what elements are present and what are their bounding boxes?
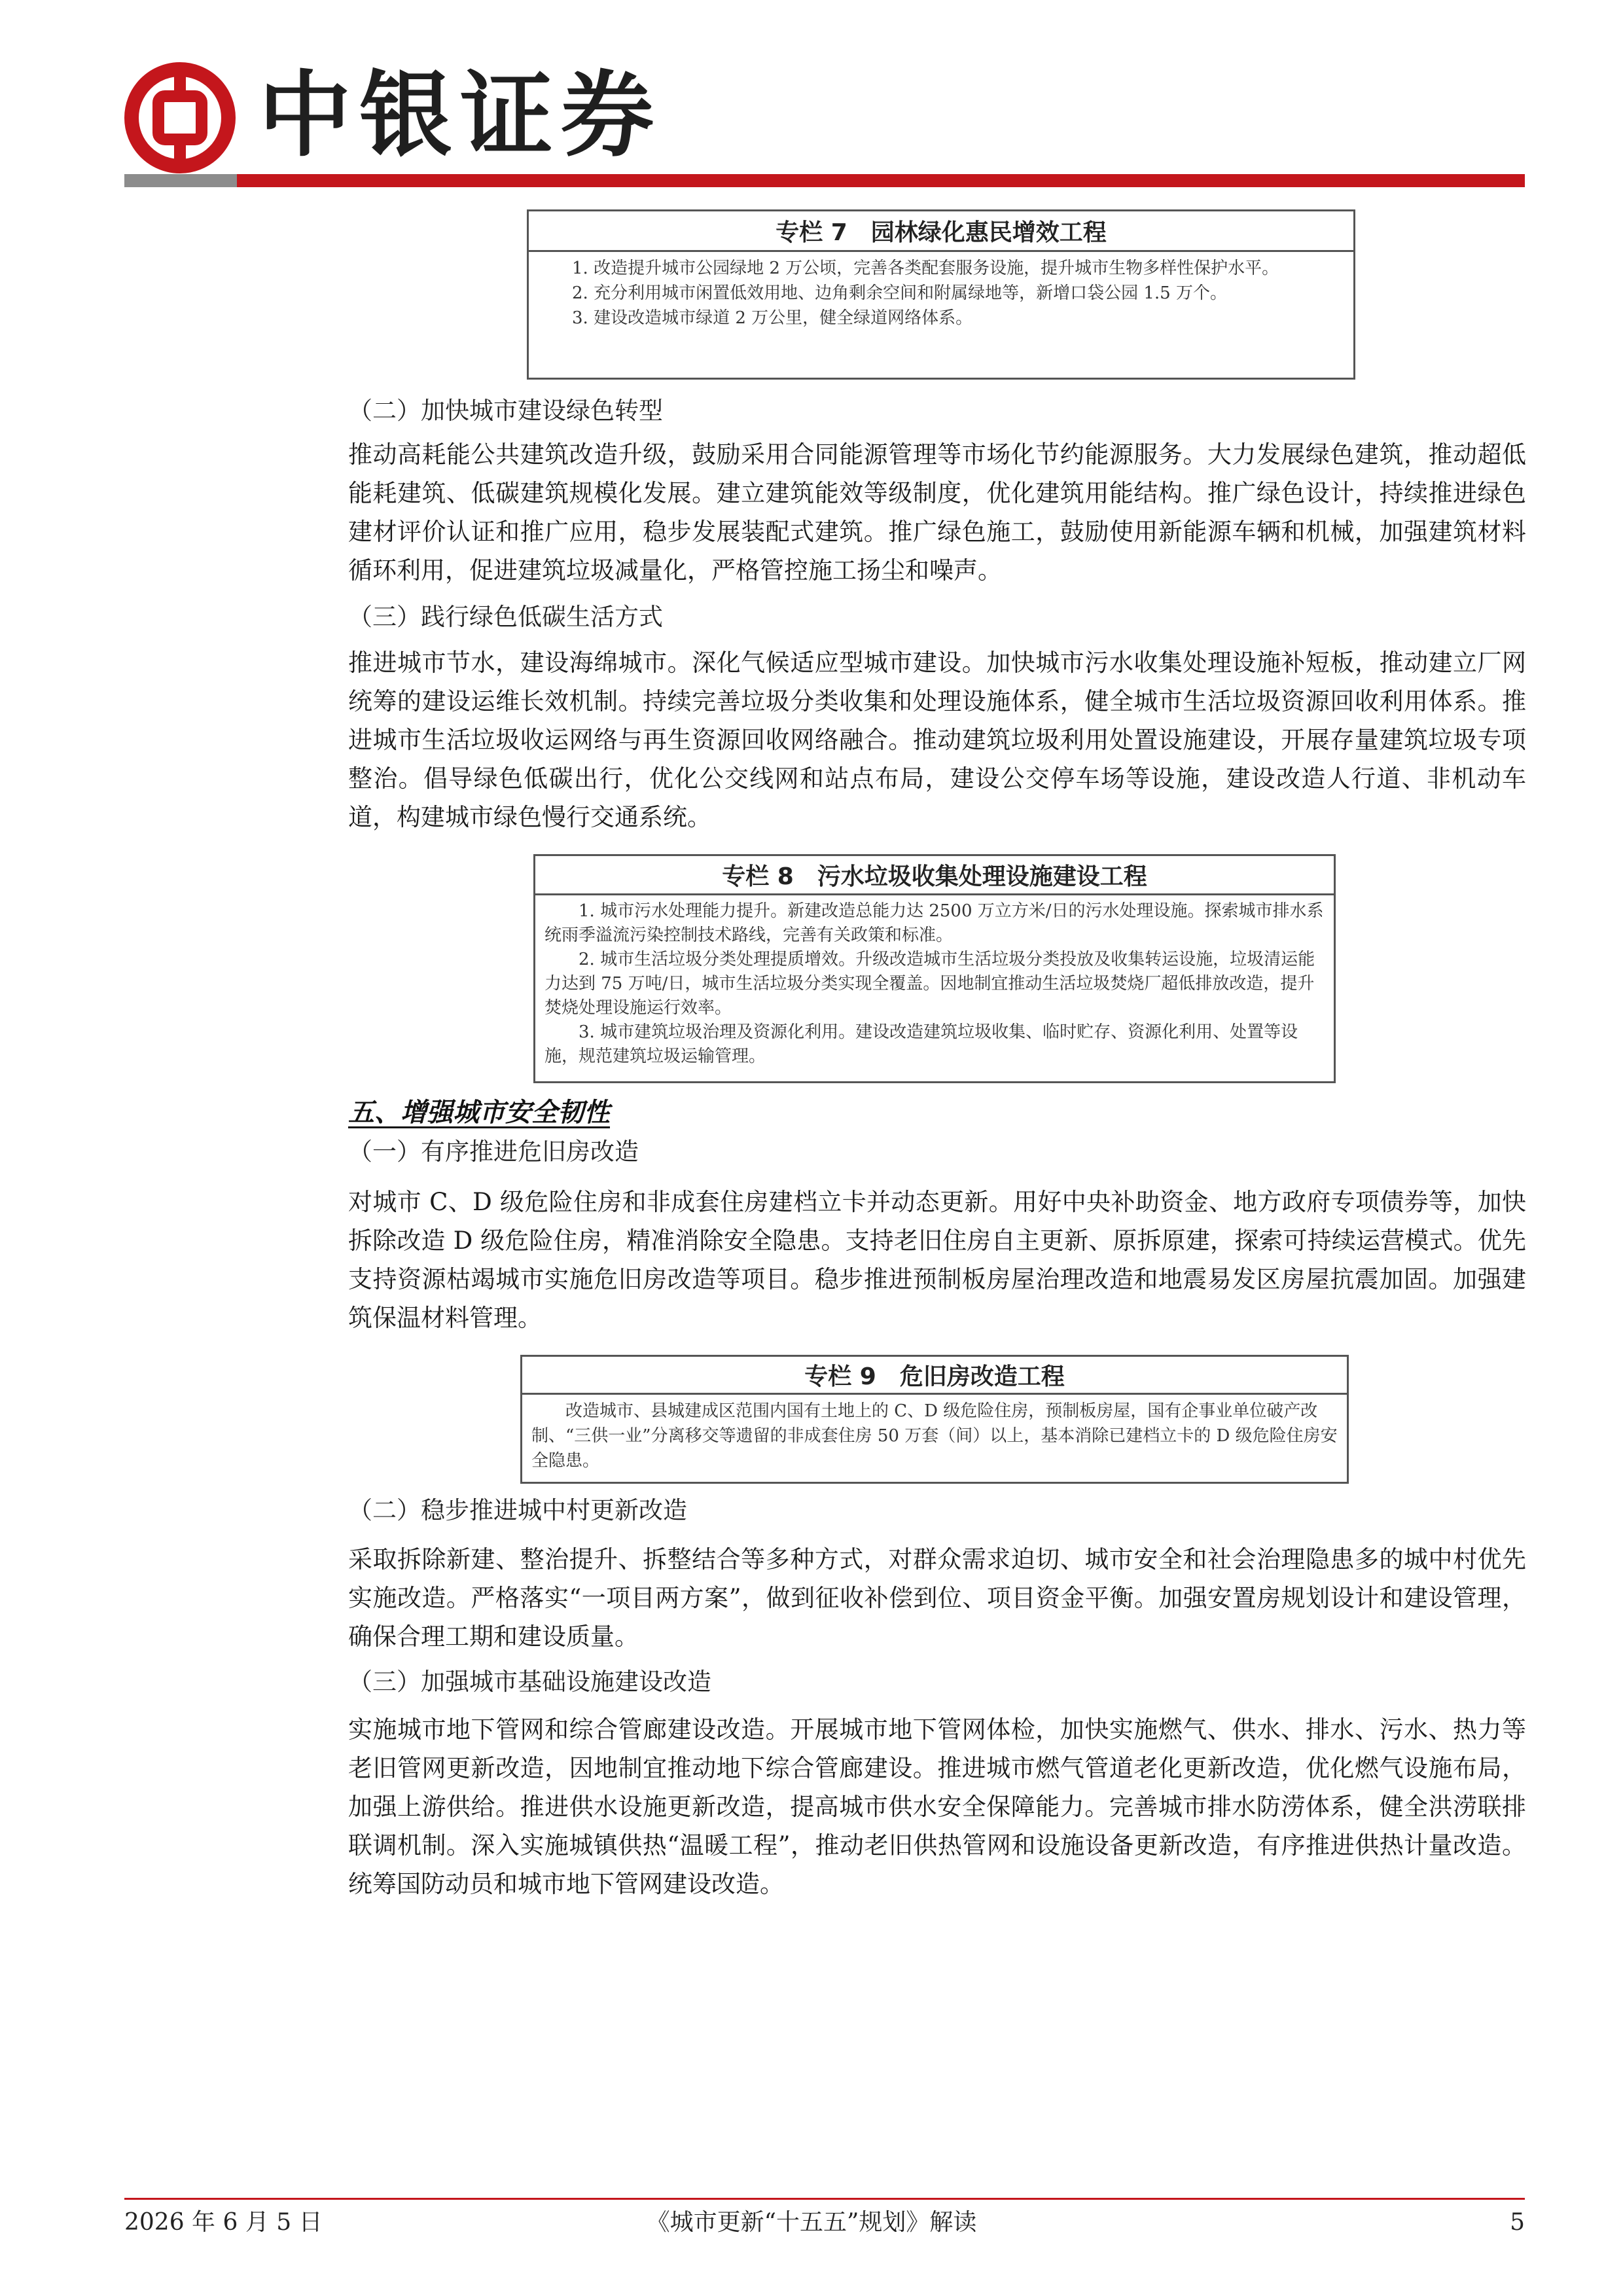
box-8-body (535, 895, 1334, 1073)
box-7-item: 3. 建设改造城市绿道 2 万公里，健全绿道网络体系。 (572, 308, 973, 328)
box-8-title-text: 污水垃圾收集处理设施建设工程 (817, 863, 1147, 890)
box-9-title (522, 1357, 1347, 1395)
paragraph-text: 推动高耗能公共建筑改造升级，鼓励采用合同能源管理等市场化节约能源服务。大力发展绿色建筑，推动超低能耗建筑、低碳建筑规模化发展。建立建筑能效等级制度，优化建筑用能结构。推广绿色设计，持续推进绿色建材评价认证和推广应用，稳步发展装配式建筑。推广绿色施工，鼓励使用新能源车辆和机械，加强建筑材料循环利用，促进建筑垃圾减量化，严格管控施工扬尘和噪声。 (348, 440, 1526, 584)
section-heading: （三）加强城市基础设施建设改造 (348, 1668, 711, 1696)
section-paragraph (348, 643, 1526, 836)
chapter-heading: 五、增强城市安全韧性 (348, 1097, 610, 1128)
page-number: 5 (1510, 2209, 1525, 2236)
paragraph-text: 实施城市地下管网和综合管廊建设改造。开展城市地下管网体检，加快实施燃气、供水、排水、污水、热力等老旧管网更新改造，因地制宜推动地下综合管廊建设。推进城市燃气管道老化更新改造，优化燃气设施布局，加强上游供给。推进供水设施更新改造，提高城市供水安全保障能力。完善城市排水防涝体系，健全洪涝联排联调机制。深入实施城镇供热“温暖工程”，推动老旧供热管网和设施设备更新改造，有序推进供热计量改造。统筹国防动员和城市地下管网建设改造。 (348, 1715, 1526, 1898)
box-8-title (535, 856, 1334, 895)
brand-name: 中银证券 (259, 62, 662, 170)
header-rule-gray (124, 174, 237, 187)
box-8 (533, 854, 1336, 1083)
footer-title: 《城市更新“十五五”规划》解读 (646, 2209, 977, 2236)
header-rule-red (237, 174, 1525, 187)
section-paragraph (348, 1540, 1526, 1656)
paragraph-text: 采取拆除新建、整治提升、拆整结合等多种方式，对群众需求迫切、城市安全和社会治理隐患多的城中村优先实施改造。严格落实“一项目两方案”，做到征收补偿到位、项目资金平衡。加强安置房规划设计和建设管理，确保合理工期和建设质量。 (348, 1545, 1526, 1651)
box-9 (520, 1355, 1349, 1484)
box-8-label: 专栏 8 (722, 863, 794, 890)
section-heading: （一）有序推进危旧房改造 (348, 1138, 639, 1166)
box-7-item: 1. 改造提升城市公园绿地 2 万公顷，完善各类配套服务设施，提升城市生物多样性保护水平。 (572, 259, 1279, 278)
paragraph-text: 推进城市节水，建设海绵城市。深化气候适应型城市建设。加快城市污水收集处理设施补短板，推动建立厂网统筹的建设运维长效机制。持续完善垃圾分类收集和处理设施体系，健全城市生活垃圾资源回收利用体系。推进城市生活垃圾收运网络与再生资源回收网络融合。推动建筑垃圾利用处置设施建设，开展存量建筑垃圾专项整治。倡导绿色低碳出行，优化公交线网和站点布局，建设公交停车场等设施，建设改造人行道、非机动车道，构建城市绿色慢行交通系统。 (348, 649, 1526, 831)
section-heading: （二）稳步推进城中村更新改造 (348, 1496, 687, 1524)
box-7-body (529, 252, 1353, 334)
section-paragraph (348, 435, 1526, 590)
section-heading: （三）践行绿色低碳生活方式 (348, 603, 663, 631)
box-8-item: 2. 城市生活垃圾分类处理提质增效。升级改造城市生活垃圾分类投放及收集转运设施，垃圾清运能力达到 75 万吨/日，城市生活垃圾分类实现全覆盖。因地制宜推动生活垃圾焚烧厂超低排放改造，提升焚烧处理设施运行效率。 (544, 950, 1315, 1018)
box-7-title (529, 211, 1353, 252)
box-9-body (522, 1395, 1347, 1477)
box-7-item: 2. 充分利用城市闲置低效用地、边角剩余空间和附属绿地等，新增口袋公园 1.5 万个。 (572, 283, 1227, 303)
box-9-label: 专栏 9 (804, 1363, 876, 1390)
box-8-item: 3. 城市建筑垃圾治理及资源化利用。建设改造建筑垃圾收集、临时贮存、资源化利用、处置等设施，规范建筑垃圾运输管理。 (544, 1022, 1298, 1066)
paragraph-text: 对城市 C、D 级危险住房和非成套住房建档立卡并动态更新。用好中央补助资金、地方政府专项债券等，加快拆除改造 D 级危险住房，精准消除安全隐患。支持老旧住房自主更新、原拆原建，探索可持续运营模式。优先支持资源枯竭城市实施危旧房改造等项目。稳步推进预制板房屋治理改造和地震易发区房屋抗震加固。加强建筑保温材料管理。 (348, 1188, 1526, 1332)
box-9-item: 改造城市、县城建成区范围内国有土地上的 C、D 级危险住房，预制板房屋，国有企事业单位破产改制、“三供一业”分离移交等遗留的非成套住房 50 万套（间）以上，基本消除已建档立卡的 D 级危险住房安全隐患。 (531, 1401, 1338, 1471)
footer-rule (124, 2198, 1525, 2200)
box-8-item: 1. 城市污水处理能力提升。新建改造总能力达 2500 万立方米/日的污水处理设施。探索城市排水系统雨季溢流污染控制技术路线，完善有关政策和标准。 (544, 901, 1324, 945)
box-7-label: 专栏 7 (776, 219, 847, 246)
footer-date: 2026 年 6 月 5 日 (124, 2209, 323, 2236)
section-paragraph (348, 1183, 1526, 1337)
box-7 (527, 209, 1355, 380)
box-7-title-text: 园林绿化惠民增效工程 (870, 219, 1107, 246)
section-heading: （二）加快城市建设绿色转型 (348, 397, 663, 425)
section-paragraph (348, 1710, 1526, 1903)
box-9-title-text: 危旧房改造工程 (899, 1363, 1065, 1390)
boc-coin-logo-icon (124, 62, 236, 173)
